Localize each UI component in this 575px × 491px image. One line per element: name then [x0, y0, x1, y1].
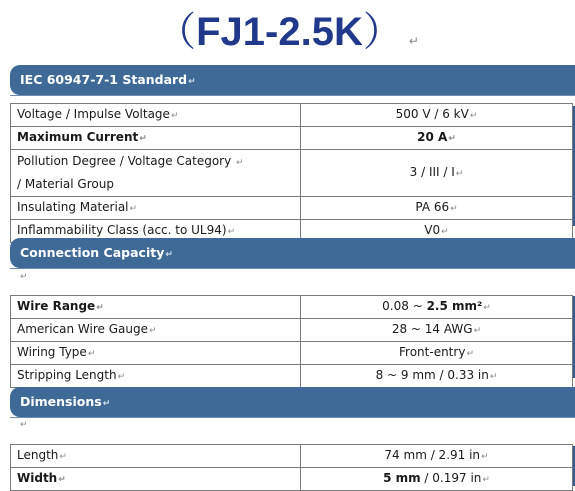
- table-row: [11, 445, 573, 468]
- section-header-dimensions: [10, 387, 575, 417]
- paragraph-mark: ↵: [408, 34, 419, 48]
- model-name: FJ1-2.5K: [196, 10, 363, 54]
- spec-label: Stripping Length↵: [11, 365, 301, 388]
- table-row: [11, 365, 573, 388]
- spec-label: Inflammability Class (acc. to UL94)↵: [11, 220, 301, 243]
- section-divider: [10, 417, 575, 418]
- spec-value: 28 ~ 14 AWG↵: [301, 319, 573, 342]
- spec-label: Wiring Type↵: [11, 342, 301, 365]
- spec-value: V0↵: [301, 220, 573, 243]
- paragraph-mark: ↵: [20, 420, 28, 430]
- table-row: [11, 150, 573, 197]
- section-header-connection: [10, 238, 575, 268]
- spec-value: 3 / III / I↵: [301, 150, 573, 197]
- paragraph-mark: ↵: [188, 77, 196, 87]
- section-heading: IEC 60947-7-1 Standard: [20, 72, 188, 87]
- dimensions-spec-table: [10, 444, 573, 491]
- spec-value: 0.08 ~ 2.5 mm²↵: [301, 296, 573, 319]
- spec-value: 8 ~ 9 mm / 0.33 in↵: [301, 365, 573, 388]
- paragraph-mark: ↵: [102, 399, 111, 409]
- spec-value: 500 V / 6 kV↵: [301, 104, 573, 127]
- section-heading: Connection Capacity: [20, 245, 165, 260]
- section-heading: Dimensions: [20, 394, 102, 409]
- spec-value: PA 66↵: [301, 197, 573, 220]
- table-row: [11, 468, 573, 491]
- spec-label: Pollution Degree / Voltage Category ↵ / Material Group: [11, 150, 301, 197]
- paragraph-mark: ↵: [165, 250, 173, 260]
- table-row: [11, 104, 573, 127]
- table-row: [11, 127, 573, 150]
- title-close-paren: ）: [362, 10, 403, 54]
- spec-value: 5 mm / 0.197 in↵: [301, 468, 573, 491]
- product-title: [0, 6, 575, 58]
- title-open-paren: （: [156, 10, 197, 54]
- section-divider: [10, 268, 575, 269]
- standard-spec-table: [10, 103, 573, 243]
- spec-label: Wire Range↵: [11, 296, 301, 319]
- table-row: [11, 319, 573, 342]
- table-row: [11, 197, 573, 220]
- section-header-standard: [10, 65, 575, 95]
- spec-value: 20 A↵: [301, 127, 573, 150]
- spec-label: Length↵: [11, 445, 301, 468]
- spec-label: Voltage / Impulse Voltage↵: [11, 104, 301, 127]
- connection-spec-table: [10, 295, 573, 388]
- spec-label: American Wire Gauge↵: [11, 319, 301, 342]
- paragraph-mark: ↵: [20, 272, 28, 282]
- spec-label: Width↵: [11, 468, 301, 491]
- table-row: [11, 296, 573, 319]
- spec-label: Maximum Current↵: [11, 127, 301, 150]
- spec-label: Insulating Material↵: [11, 197, 301, 220]
- section-divider: [10, 95, 575, 96]
- spec-value: Front-entry↵: [301, 342, 573, 365]
- table-row: [11, 342, 573, 365]
- spec-value: 74 mm / 2.91 in↵: [301, 445, 573, 468]
